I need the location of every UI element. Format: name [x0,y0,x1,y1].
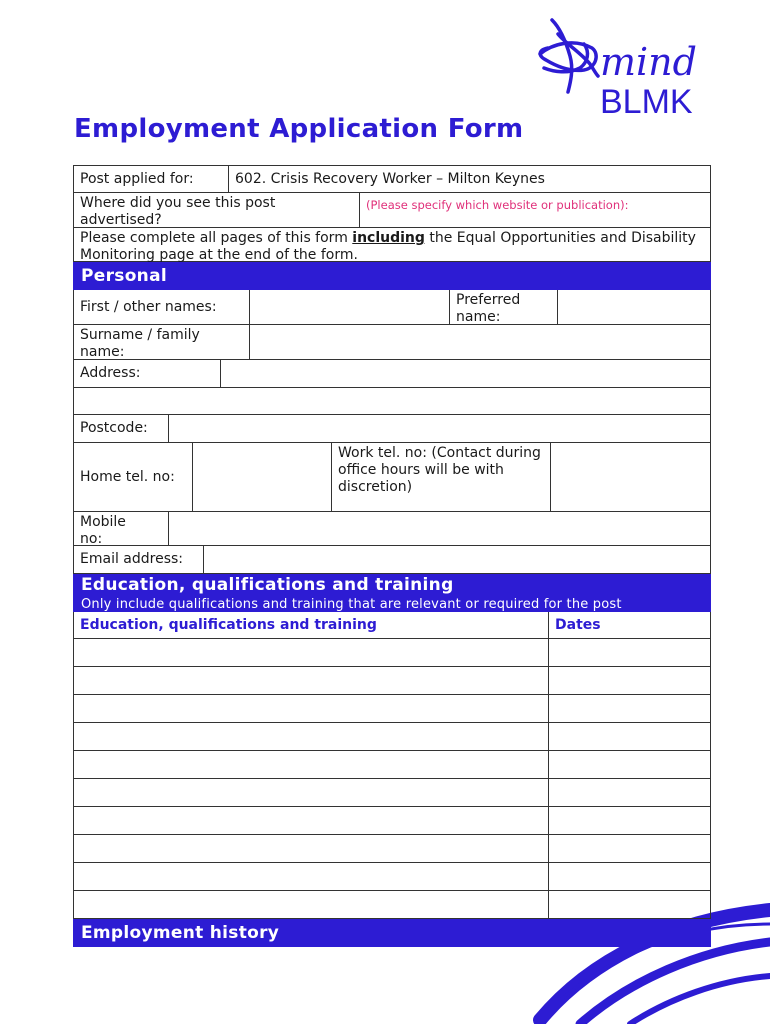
phone-row [73,443,711,512]
address-input[interactable] [220,360,710,387]
instructions-emphasis: including [352,230,425,246]
page-title: Employment Application Form [74,114,524,144]
postcode-label: Postcode: [80,420,148,436]
employment-section-header [73,919,711,947]
instructions-text [74,228,710,261]
preferred-name-input[interactable] [557,290,710,324]
education-row [73,667,711,695]
education-entry-input[interactable] [74,807,548,834]
first-names-input[interactable] [249,290,449,324]
education-entry-input[interactable] [74,695,548,722]
first-names-label: First / other names: [80,298,217,315]
education-entry-input[interactable] [74,723,548,750]
logo-blmk-text: BLMK [600,83,693,121]
education-row [73,695,711,723]
first-names-row [73,290,711,325]
education-dates-input[interactable] [548,807,710,834]
surname-label: Surname / family name: [80,327,200,360]
work-tel-label: Work tel. no: (Contact during office hours will be with discretion) [331,443,550,511]
home-tel-label: Home tel. no: [80,468,175,485]
surname-input[interactable] [249,325,710,359]
education-col-dates: Dates [548,612,710,638]
education-entry-input[interactable] [74,835,548,862]
personal-section-header [73,262,711,290]
education-row [73,891,711,919]
postcode-row [73,415,711,443]
address-line-2[interactable] [73,388,711,415]
education-row [73,723,711,751]
education-row [73,835,711,863]
advertised-field[interactable] [359,193,710,227]
education-col-main: Education, qualifications and training [80,616,377,633]
advertised-row [73,193,711,228]
email-input[interactable] [203,546,710,573]
mobile-row [73,512,711,546]
application-form [73,165,711,947]
work-tel-input[interactable] [550,443,710,511]
education-dates-input[interactable] [548,751,710,778]
advertised-label: Where did you see this post advertised? [80,195,276,228]
education-row [73,639,711,667]
education-dates-input[interactable] [548,667,710,694]
education-entry-input[interactable] [74,667,548,694]
education-section-header [73,574,711,612]
address-row [73,360,711,388]
education-dates-input[interactable] [548,891,710,918]
education-dates-input[interactable] [548,639,710,666]
education-entry-input[interactable] [74,863,548,890]
mind-scribble-icon [530,14,610,99]
instructions-before: Please complete all pages of this form [80,230,353,246]
mobile-input[interactable] [168,512,710,545]
email-label: Email address: [80,551,184,567]
home-tel-input[interactable] [192,443,331,511]
mobile-label: Mobile no: [80,514,126,547]
surname-row [73,325,711,360]
education-column-headers [73,612,711,639]
education-entry-input[interactable] [74,891,548,918]
education-entry-input[interactable] [74,779,548,806]
post-row [73,165,711,193]
education-dates-input[interactable] [548,695,710,722]
education-rows [73,639,711,919]
education-dates-input[interactable] [548,779,710,806]
education-entry-input[interactable] [74,751,548,778]
advertised-hint: (Please specify which website or publication): [366,198,629,212]
mind-blmk-logo [530,14,730,124]
logo-mind-wordmark: mind [600,40,697,84]
instructions-after: the Equal Opportunities and Disability Monitoring page at the end of the form. [80,230,696,263]
education-row [73,807,711,835]
education-row [73,751,711,779]
post-value: 602. Crisis Recovery Worker – Milton Keynes [228,166,710,192]
employment-heading: Employment history [81,923,280,943]
education-entry-input[interactable] [74,639,548,666]
education-heading: Education, qualifications and training [81,575,454,595]
address-label: Address: [80,365,141,381]
postcode-input[interactable] [168,415,710,442]
post-label: Post applied for: [80,170,194,187]
education-row [73,863,711,891]
personal-heading: Personal [81,266,167,286]
instructions-row [73,228,711,262]
education-dates-input[interactable] [548,863,710,890]
education-row [73,779,711,807]
education-dates-input[interactable] [548,723,710,750]
preferred-name-label: Preferred name: [449,290,557,324]
education-dates-input[interactable] [548,835,710,862]
email-row [73,546,711,574]
education-subheading: Only include qualifications and training that are relevant or required for the post [81,597,622,612]
